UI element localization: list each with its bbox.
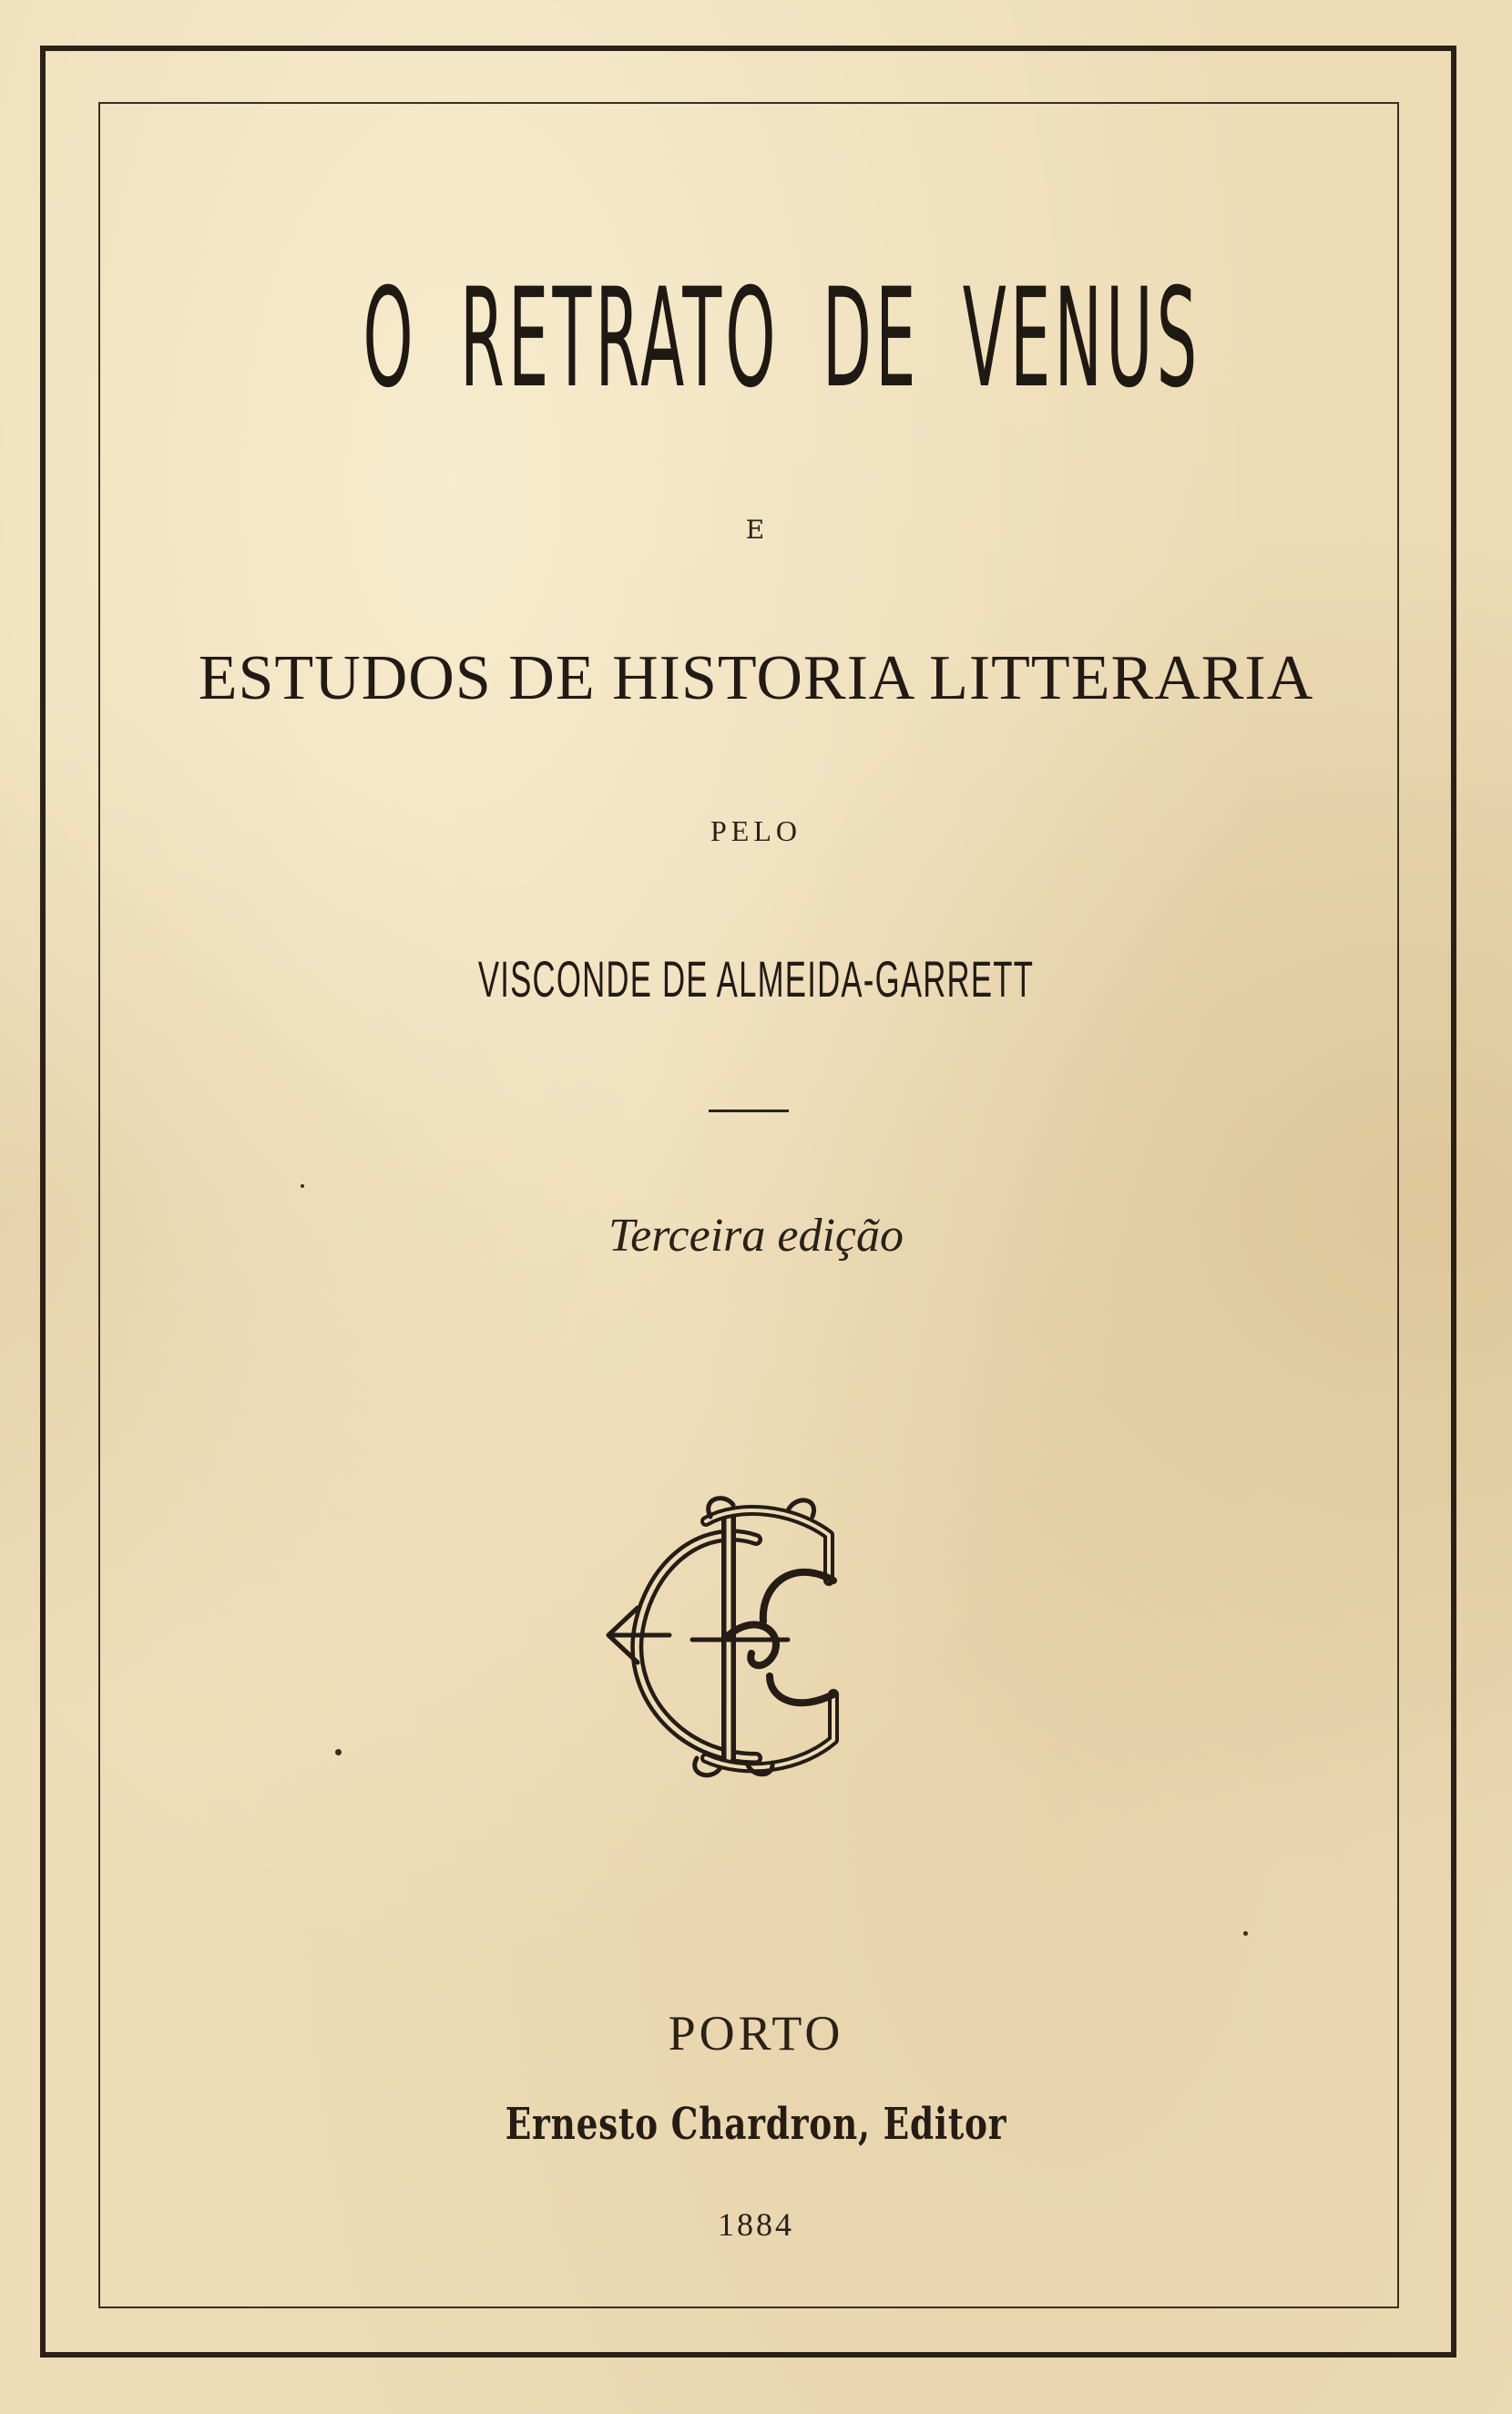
edition-statement: Terceira edição (608, 1210, 904, 1262)
publication-place: PORTO (668, 2006, 844, 2061)
book-subtitle: ESTUDOS DE HISTORIA LITTERARIA (198, 643, 1314, 713)
publisher-name: Ernesto Chardron, Editor (505, 2099, 1007, 2150)
author-name: VISCONDE DE ALMEIDA-GARRETT (477, 950, 1035, 1008)
paper-speck (1243, 1931, 1248, 1936)
byline: PELO (710, 814, 802, 847)
title-conjunction: E (745, 515, 767, 545)
paper-speck (335, 1749, 342, 1755)
divider-rule (709, 1110, 789, 1112)
publisher-monogram-icon (601, 1485, 874, 1785)
paper-speck (301, 1184, 304, 1188)
publication-year: 1884 (718, 2206, 794, 2243)
book-title: O RETRATO DE VENUS (363, 260, 1201, 418)
inner-border (98, 102, 1399, 2308)
